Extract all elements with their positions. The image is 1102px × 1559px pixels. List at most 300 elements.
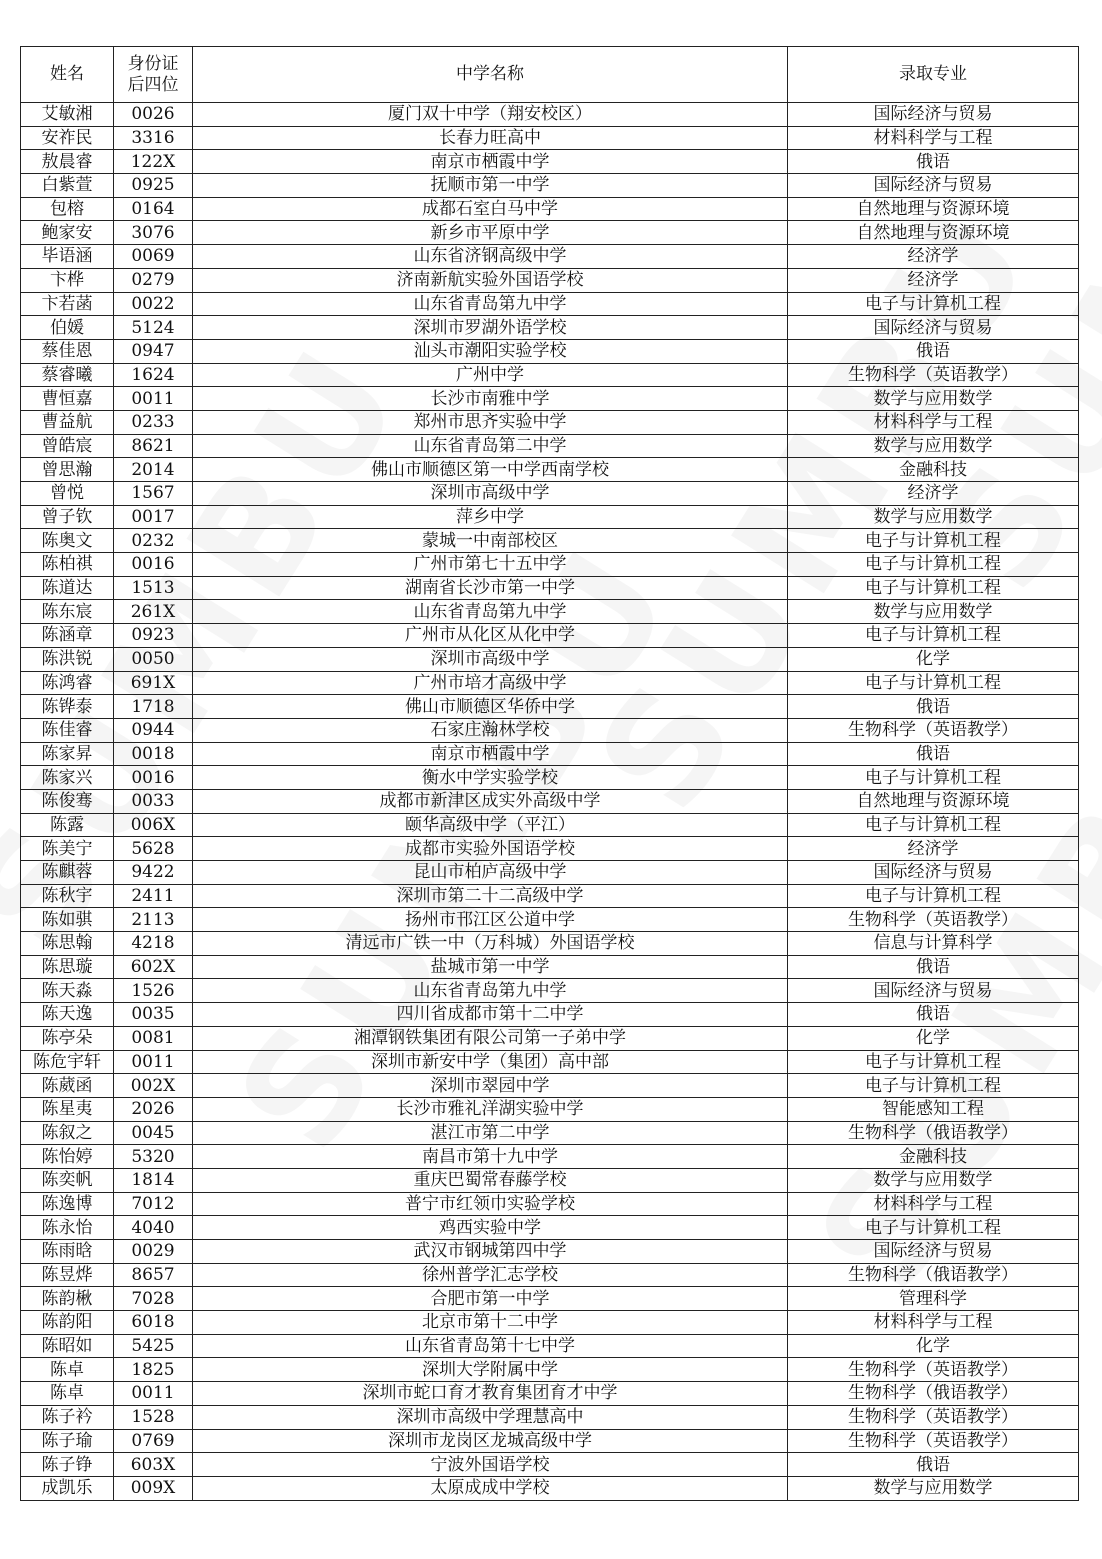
cell-name: 艾敏湘 [21,103,114,127]
cell-id-suffix: 2411 [114,884,193,908]
cell-id-suffix: 261X [114,600,193,624]
table-row [21,1240,1079,1264]
cell-id-suffix: 2014 [114,458,193,482]
cell-id-suffix: 0035 [114,1003,193,1027]
cell-id-suffix: 0279 [114,268,193,292]
cell-school: 山东省青岛第九中学 [193,979,788,1003]
table-row [21,1216,1079,1240]
cell-school: 南京市栖霞中学 [193,742,788,766]
cell-school: 湘潭钢铁集团有限公司第一子弟中学 [193,1026,788,1050]
cell-school: 南昌市第十九中学 [193,1145,788,1169]
table-row [21,600,1079,624]
cell-id-suffix: 4218 [114,932,193,956]
cell-name: 陈葳函 [21,1074,114,1098]
cell-school: 武汉市钢城第四中学 [193,1240,788,1264]
cell-school: 广州市培才高级中学 [193,671,788,695]
cell-id-suffix: 0029 [114,1240,193,1264]
cell-name: 陈星夷 [21,1097,114,1121]
table-row [21,103,1079,127]
table-row [21,742,1079,766]
cell-id-suffix: 1814 [114,1168,193,1192]
cell-major: 自然地理与资源环境 [788,221,1079,245]
cell-id-suffix: 1624 [114,363,193,387]
cell-major: 电子与计算机工程 [788,1050,1079,1074]
table-row [21,695,1079,719]
cell-name: 陈天淼 [21,979,114,1003]
cell-major: 材料科学与工程 [788,126,1079,150]
cell-id-suffix: 0011 [114,387,193,411]
cell-id-suffix: 1513 [114,576,193,600]
cell-name: 陈天逸 [21,1003,114,1027]
cell-school: 济南新航实验外国语学校 [193,268,788,292]
table-row [21,718,1079,742]
table-row [21,126,1079,150]
cell-name: 陈韵楸 [21,1287,114,1311]
cell-major: 电子与计算机工程 [788,529,1079,553]
cell-major: 化学 [788,647,1079,671]
cell-major: 电子与计算机工程 [788,1216,1079,1240]
cell-id-suffix: 0050 [114,647,193,671]
cell-name: 陈思翰 [21,932,114,956]
cell-school: 深圳市蛇口育才教育集团育才中学 [193,1382,788,1406]
table-row [21,647,1079,671]
cell-name: 陈雨晗 [21,1240,114,1264]
cell-school: 汕头市潮阳实验学校 [193,339,788,363]
table-row [21,1334,1079,1358]
cell-id-suffix: 2026 [114,1097,193,1121]
cell-id-suffix: 1526 [114,979,193,1003]
cell-major: 金融科技 [788,1145,1079,1169]
cell-school: 深圳市罗湖外语学校 [193,316,788,340]
cell-id-suffix: 0016 [114,553,193,577]
cell-school: 抚顺市第一中学 [193,174,788,198]
cell-school: 颐华高级中学（平江） [193,813,788,837]
cell-name: 陈道达 [21,576,114,600]
cell-school: 合肥市第一中学 [193,1287,788,1311]
admission-table [20,46,1079,1501]
cell-name: 陈子衿 [21,1405,114,1429]
table-row [21,1192,1079,1216]
cell-major: 俄语 [788,742,1079,766]
cell-school: 广州市第七十五中学 [193,553,788,577]
cell-id-suffix: 1825 [114,1358,193,1382]
cell-id-suffix: 691X [114,671,193,695]
cell-major: 材料科学与工程 [788,410,1079,434]
table-row [21,505,1079,529]
cell-major: 俄语 [788,1453,1079,1477]
cell-name: 陈子铮 [21,1453,114,1477]
cell-school: 北京市第十二中学 [193,1311,788,1335]
header-id [114,47,193,103]
cell-major: 数学与应用数学 [788,1168,1079,1192]
cell-id-suffix: 0011 [114,1050,193,1074]
table-row [21,174,1079,198]
cell-major: 电子与计算机工程 [788,553,1079,577]
cell-school: 山东省青岛第二中学 [193,434,788,458]
cell-school: 成都市新津区成实外高级中学 [193,789,788,813]
cell-school: 普宁市红领巾实验学校 [193,1192,788,1216]
cell-id-suffix: 2113 [114,908,193,932]
cell-name: 陈涵章 [21,624,114,648]
table-row [21,789,1079,813]
cell-id-suffix: 3076 [114,221,193,245]
table-row [21,553,1079,577]
cell-id-suffix: 0925 [114,174,193,198]
cell-id-suffix: 0947 [114,339,193,363]
table-row [21,932,1079,956]
header-major: 录取专业 [788,47,1079,103]
cell-school: 新乡市平原中学 [193,221,788,245]
table-row [21,316,1079,340]
cell-major: 智能感知工程 [788,1097,1079,1121]
cell-id-suffix: 7028 [114,1287,193,1311]
cell-id-suffix: 0022 [114,292,193,316]
table-row [21,1476,1079,1500]
cell-school: 宁波外国语学校 [193,1453,788,1477]
table-row [21,363,1079,387]
cell-id-suffix: 5124 [114,316,193,340]
cell-major: 信息与计算科学 [788,932,1079,956]
cell-school: 湖南省长沙市第一中学 [193,576,788,600]
cell-id-suffix: 1528 [114,1405,193,1429]
cell-name: 伯媛 [21,316,114,340]
cell-school: 山东省济钢高级中学 [193,245,788,269]
table-row [21,197,1079,221]
cell-id-suffix: 0017 [114,505,193,529]
cell-school: 山东省青岛第九中学 [193,292,788,316]
cell-major: 电子与计算机工程 [788,576,1079,600]
cell-name: 毕语涵 [21,245,114,269]
cell-id-suffix: 602X [114,955,193,979]
cell-name: 陈怡婷 [21,1145,114,1169]
cell-major: 生物科学（英语教学） [788,1405,1079,1429]
cell-school: 扬州市邗江区公道中学 [193,908,788,932]
cell-id-suffix: 0081 [114,1026,193,1050]
cell-name: 蔡睿曦 [21,363,114,387]
cell-school: 石家庄瀚林学校 [193,718,788,742]
table-row [21,955,1079,979]
cell-school: 深圳大学附属中学 [193,1358,788,1382]
cell-name: 陈韵阳 [21,1311,114,1335]
cell-name: 曾悦 [21,482,114,506]
header-row [21,47,1079,103]
cell-name: 陈亭朵 [21,1026,114,1050]
cell-school: 深圳市高级中学 [193,647,788,671]
cell-id-suffix: 009X [114,1476,193,1500]
cell-name: 陈柏祺 [21,553,114,577]
cell-id-suffix: 122X [114,150,193,174]
table-row [21,387,1079,411]
cell-name: 陈麒蓉 [21,861,114,885]
cell-id-suffix: 0769 [114,1429,193,1453]
cell-name: 曹益航 [21,410,114,434]
cell-major: 管理科学 [788,1287,1079,1311]
cell-major: 经济学 [788,482,1079,506]
table-body [21,103,1079,1501]
header-name: 姓名 [21,47,114,103]
cell-name: 卞若菡 [21,292,114,316]
cell-name: 陈美宁 [21,837,114,861]
table-row [21,1287,1079,1311]
cell-name: 陈危宇轩 [21,1050,114,1074]
cell-id-suffix: 603X [114,1453,193,1477]
cell-major: 电子与计算机工程 [788,671,1079,695]
cell-major: 数学与应用数学 [788,1476,1079,1500]
cell-school: 深圳市高级中学 [193,482,788,506]
cell-name: 陈昱烨 [21,1263,114,1287]
cell-name: 蔡佳恩 [21,339,114,363]
cell-school: 成都石室白马中学 [193,197,788,221]
cell-id-suffix: 002X [114,1074,193,1098]
cell-name: 陈家昇 [21,742,114,766]
cell-major: 材料科学与工程 [788,1192,1079,1216]
cell-name: 陈逸博 [21,1192,114,1216]
table-row [21,1003,1079,1027]
cell-school: 太原成成中学校 [193,1476,788,1500]
cell-school: 萍乡中学 [193,505,788,529]
cell-major: 自然地理与资源环境 [788,197,1079,221]
cell-major: 俄语 [788,339,1079,363]
table-row [21,1074,1079,1098]
cell-name: 陈子瑜 [21,1429,114,1453]
cell-school: 佛山市顺德区第一中学西南学校 [193,458,788,482]
cell-school: 长沙市雅礼洋湖实验中学 [193,1097,788,1121]
table-row [21,813,1079,837]
cell-id-suffix: 0923 [114,624,193,648]
cell-id-suffix: 6018 [114,1311,193,1335]
table-row [21,339,1079,363]
cell-id-suffix: 0045 [114,1121,193,1145]
cell-school: 盐城市第一中学 [193,955,788,979]
cell-name: 曾皓宸 [21,434,114,458]
cell-name: 陈卓 [21,1358,114,1382]
cell-major: 国际经济与贸易 [788,174,1079,198]
cell-name: 包榕 [21,197,114,221]
cell-name: 陈卓 [21,1382,114,1406]
cell-major: 电子与计算机工程 [788,1074,1079,1098]
cell-school: 深圳市翠园中学 [193,1074,788,1098]
table-row [21,292,1079,316]
table-row [21,1429,1079,1453]
cell-id-suffix: 0069 [114,245,193,269]
cell-major: 生物科学（英语教学） [788,363,1079,387]
cell-school: 深圳市龙岗区龙城高级中学 [193,1429,788,1453]
cell-major: 生物科学（英语教学） [788,718,1079,742]
cell-name: 陈秋宇 [21,884,114,908]
cell-name: 安祚民 [21,126,114,150]
cell-school: 湛江市第二中学 [193,1121,788,1145]
cell-name: 曾子钦 [21,505,114,529]
table-row [21,1097,1079,1121]
cell-name: 陈昭如 [21,1334,114,1358]
cell-major: 电子与计算机工程 [788,292,1079,316]
cell-major: 俄语 [788,1003,1079,1027]
table-row [21,1121,1079,1145]
cell-school: 山东省青岛第十七中学 [193,1334,788,1358]
cell-school: 徐州普学汇志学校 [193,1263,788,1287]
cell-major: 数学与应用数学 [788,387,1079,411]
cell-name: 陈如骐 [21,908,114,932]
cell-major: 国际经济与贸易 [788,316,1079,340]
table-row [21,837,1079,861]
table-row [21,908,1079,932]
cell-school: 厦门双十中学（翔安校区） [193,103,788,127]
cell-major: 数学与应用数学 [788,434,1079,458]
cell-major: 数学与应用数学 [788,505,1079,529]
table-row [21,245,1079,269]
cell-major: 数学与应用数学 [788,600,1079,624]
cell-name: 陈奥文 [21,529,114,553]
cell-name: 陈佳睿 [21,718,114,742]
cell-name: 陈洪锐 [21,647,114,671]
table-row [21,766,1079,790]
table-row [21,1168,1079,1192]
cell-name: 白紫萱 [21,174,114,198]
cell-major: 电子与计算机工程 [788,813,1079,837]
cell-major: 电子与计算机工程 [788,884,1079,908]
header-school: 中学名称 [193,47,788,103]
cell-major: 经济学 [788,268,1079,292]
cell-school: 深圳市高级中学理慧高中 [193,1405,788,1429]
header-id-line2: 后四位 [127,74,179,95]
cell-major: 国际经济与贸易 [788,979,1079,1003]
table-row [21,1145,1079,1169]
table-row [21,410,1079,434]
cell-id-suffix: 0233 [114,410,193,434]
cell-id-suffix: 4040 [114,1216,193,1240]
cell-major: 电子与计算机工程 [788,766,1079,790]
cell-major: 生物科学（英语教学） [788,908,1079,932]
table-row [21,482,1079,506]
cell-name: 曾思瀚 [21,458,114,482]
cell-major: 生物科学（俄语教学） [788,1263,1079,1287]
cell-id-suffix: 0011 [114,1382,193,1406]
cell-major: 国际经济与贸易 [788,1240,1079,1264]
cell-name: 陈铧泰 [21,695,114,719]
table-row [21,1405,1079,1429]
cell-major: 生物科学（英语教学） [788,1358,1079,1382]
table-row [21,1050,1079,1074]
cell-id-suffix: 0016 [114,766,193,790]
cell-id-suffix: 0018 [114,742,193,766]
table-row [21,268,1079,292]
cell-school: 重庆巴蜀常春藤学校 [193,1168,788,1192]
cell-name: 陈永怡 [21,1216,114,1240]
cell-school: 广州市从化区从化中学 [193,624,788,648]
cell-school: 深圳市第二十二高级中学 [193,884,788,908]
cell-id-suffix: 006X [114,813,193,837]
cell-id-suffix: 0232 [114,529,193,553]
cell-major: 化学 [788,1334,1079,1358]
table-row [21,1358,1079,1382]
cell-school: 昆山市柏庐高级中学 [193,861,788,885]
cell-name: 陈家兴 [21,766,114,790]
cell-school: 衡水中学实验学校 [193,766,788,790]
table-row [21,624,1079,648]
cell-name: 曹恒嘉 [21,387,114,411]
cell-major: 国际经济与贸易 [788,861,1079,885]
cell-name: 陈俊骞 [21,789,114,813]
cell-name: 陈露 [21,813,114,837]
cell-major: 俄语 [788,955,1079,979]
table-row [21,576,1079,600]
cell-id-suffix: 8621 [114,434,193,458]
cell-id-suffix: 9422 [114,861,193,885]
cell-major: 生物科学（俄语教学） [788,1121,1079,1145]
cell-id-suffix: 5320 [114,1145,193,1169]
cell-name: 陈东宸 [21,600,114,624]
cell-school: 广州中学 [193,363,788,387]
table-row [21,671,1079,695]
cell-school: 蒙城一中南部校区 [193,529,788,553]
table-row [21,1453,1079,1477]
cell-id-suffix: 3316 [114,126,193,150]
cell-name: 卞桦 [21,268,114,292]
cell-name: 敖晨睿 [21,150,114,174]
cell-id-suffix: 1718 [114,695,193,719]
table-row [21,979,1079,1003]
cell-name: 陈叙之 [21,1121,114,1145]
cell-major: 国际经济与贸易 [788,103,1079,127]
cell-id-suffix: 5628 [114,837,193,861]
table-row [21,221,1079,245]
cell-major: 金融科技 [788,458,1079,482]
cell-school: 郑州市思齐实验中学 [193,410,788,434]
cell-school: 四川省成都市第十二中学 [193,1003,788,1027]
cell-major: 生物科学（俄语教学） [788,1382,1079,1406]
header-id-line1: 身份证 [127,53,179,74]
table-row [21,150,1079,174]
cell-major: 经济学 [788,837,1079,861]
cell-major: 材料科学与工程 [788,1311,1079,1335]
cell-major: 电子与计算机工程 [788,624,1079,648]
cell-name: 陈鸿睿 [21,671,114,695]
cell-major: 化学 [788,1026,1079,1050]
table-row [21,529,1079,553]
table-row [21,1382,1079,1406]
table-row [21,1311,1079,1335]
table-row [21,458,1079,482]
cell-major: 俄语 [788,150,1079,174]
cell-school: 成都市实验外国语学校 [193,837,788,861]
cell-id-suffix: 0164 [114,197,193,221]
cell-name: 陈奕帆 [21,1168,114,1192]
cell-name: 成凯乐 [21,1476,114,1500]
table-row [21,861,1079,885]
cell-school: 佛山市顺德区华侨中学 [193,695,788,719]
cell-id-suffix: 1567 [114,482,193,506]
cell-id-suffix: 5425 [114,1334,193,1358]
cell-school: 南京市栖霞中学 [193,150,788,174]
cell-id-suffix: 0026 [114,103,193,127]
cell-major: 生物科学（英语教学） [788,1429,1079,1453]
cell-name: 陈思璇 [21,955,114,979]
cell-name: 鲍家安 [21,221,114,245]
cell-school: 深圳市新安中学（集团）高中部 [193,1050,788,1074]
cell-school: 长春力旺高中 [193,126,788,150]
table-row [21,1026,1079,1050]
cell-school: 清远市广铁一中（万科城）外国语学校 [193,932,788,956]
table-row [21,884,1079,908]
cell-id-suffix: 8657 [114,1263,193,1287]
cell-major: 经济学 [788,245,1079,269]
cell-id-suffix: 0944 [114,718,193,742]
table-row [21,434,1079,458]
cell-id-suffix: 0033 [114,789,193,813]
cell-major: 俄语 [788,695,1079,719]
cell-school: 山东省青岛第九中学 [193,600,788,624]
cell-id-suffix: 7012 [114,1192,193,1216]
